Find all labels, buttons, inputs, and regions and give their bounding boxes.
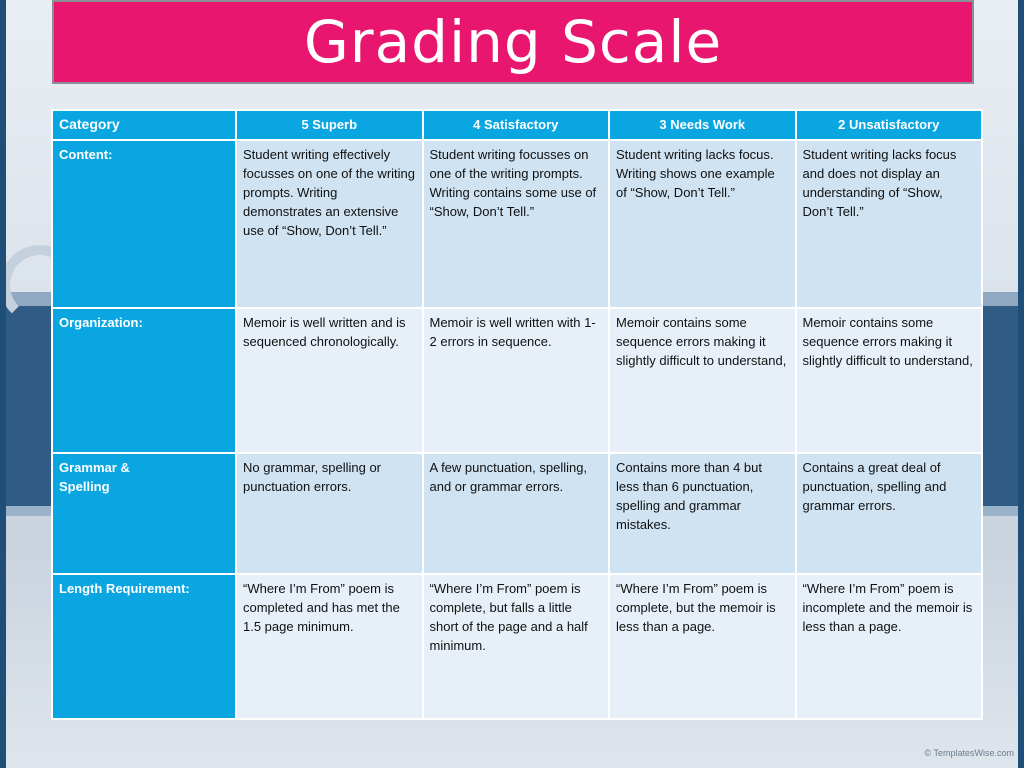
table-cell: A few punctuation, spelling, and or grammar errors. [423, 453, 610, 574]
table-row-content [52, 140, 982, 308]
table-cell: Memoir is well written with 1-2 errors in sequence. [423, 308, 610, 453]
row-head-content: Content: [52, 140, 236, 308]
row-head-grammar [52, 453, 236, 574]
row-head-length: Length Requirement: [52, 574, 236, 719]
table-cell: Memoir contains some sequence errors making it slightly difficult to understand, [609, 308, 796, 453]
table-header-row [52, 110, 982, 140]
watermark: © TemplatesWise.com [924, 748, 1014, 758]
table-row-organization [52, 308, 982, 453]
table-cell: Contains a great deal of punctuation, spelling and grammar errors. [796, 453, 983, 574]
header-satisfactory: 4 Satisfactory [423, 110, 610, 140]
row-head-grammar-line2: Spelling [59, 479, 110, 494]
row-head-organization: Organization: [52, 308, 236, 453]
slide-title: Grading Scale [303, 8, 723, 76]
table-cell: Student writing effectively focusses on one of the writing prompts. Writing demonstrates an extensive use of “Show, Don’t Tell.” [236, 140, 423, 308]
header-unsatisfactory: 2 Unsatisfactory [796, 110, 983, 140]
table-cell: “Where I’m From” poem is complete, but falls a little short of the page and a half minimum. [423, 574, 610, 719]
frame-left-edge [0, 0, 6, 768]
header-needs-work: 3 Needs Work [609, 110, 796, 140]
table-cell: Memoir contains some sequence errors making it slightly difficult to understand, [796, 308, 983, 453]
frame-right-edge [1018, 0, 1024, 768]
row-head-grammar-line1: Grammar & [59, 460, 130, 475]
table-cell: Student writing focusses on one of the writing prompts. Writing contains some use of “Show, Don’t Tell.” [423, 140, 610, 308]
table-row-grammar [52, 453, 982, 574]
table-cell: Student writing lacks focus. Writing shows one example of “Show, Don’t Tell.” [609, 140, 796, 308]
grading-table [51, 109, 983, 720]
title-bar [52, 0, 974, 84]
header-category: Category [52, 110, 236, 140]
table-cell: No grammar, spelling or punctuation errors. [236, 453, 423, 574]
table-cell: Memoir is well written and is sequenced chronologically. [236, 308, 423, 453]
table-cell: Student writing lacks focus and does not display an understanding of “Show, Don’t Tell.” [796, 140, 983, 308]
table-cell: Contains more than 4 but less than 6 punctuation, spelling and grammar mistakes. [609, 453, 796, 574]
table-cell: “Where I’m From” poem is complete, but the memoir is less than a page. [609, 574, 796, 719]
table-cell: “Where I’m From” poem is completed and has met the 1.5 page minimum. [236, 574, 423, 719]
header-superb: 5 Superb [236, 110, 423, 140]
table-cell: “Where I’m From” poem is incomplete and the memoir is less than a page. [796, 574, 983, 719]
grading-table-container [51, 109, 983, 717]
table-row-length [52, 574, 982, 719]
